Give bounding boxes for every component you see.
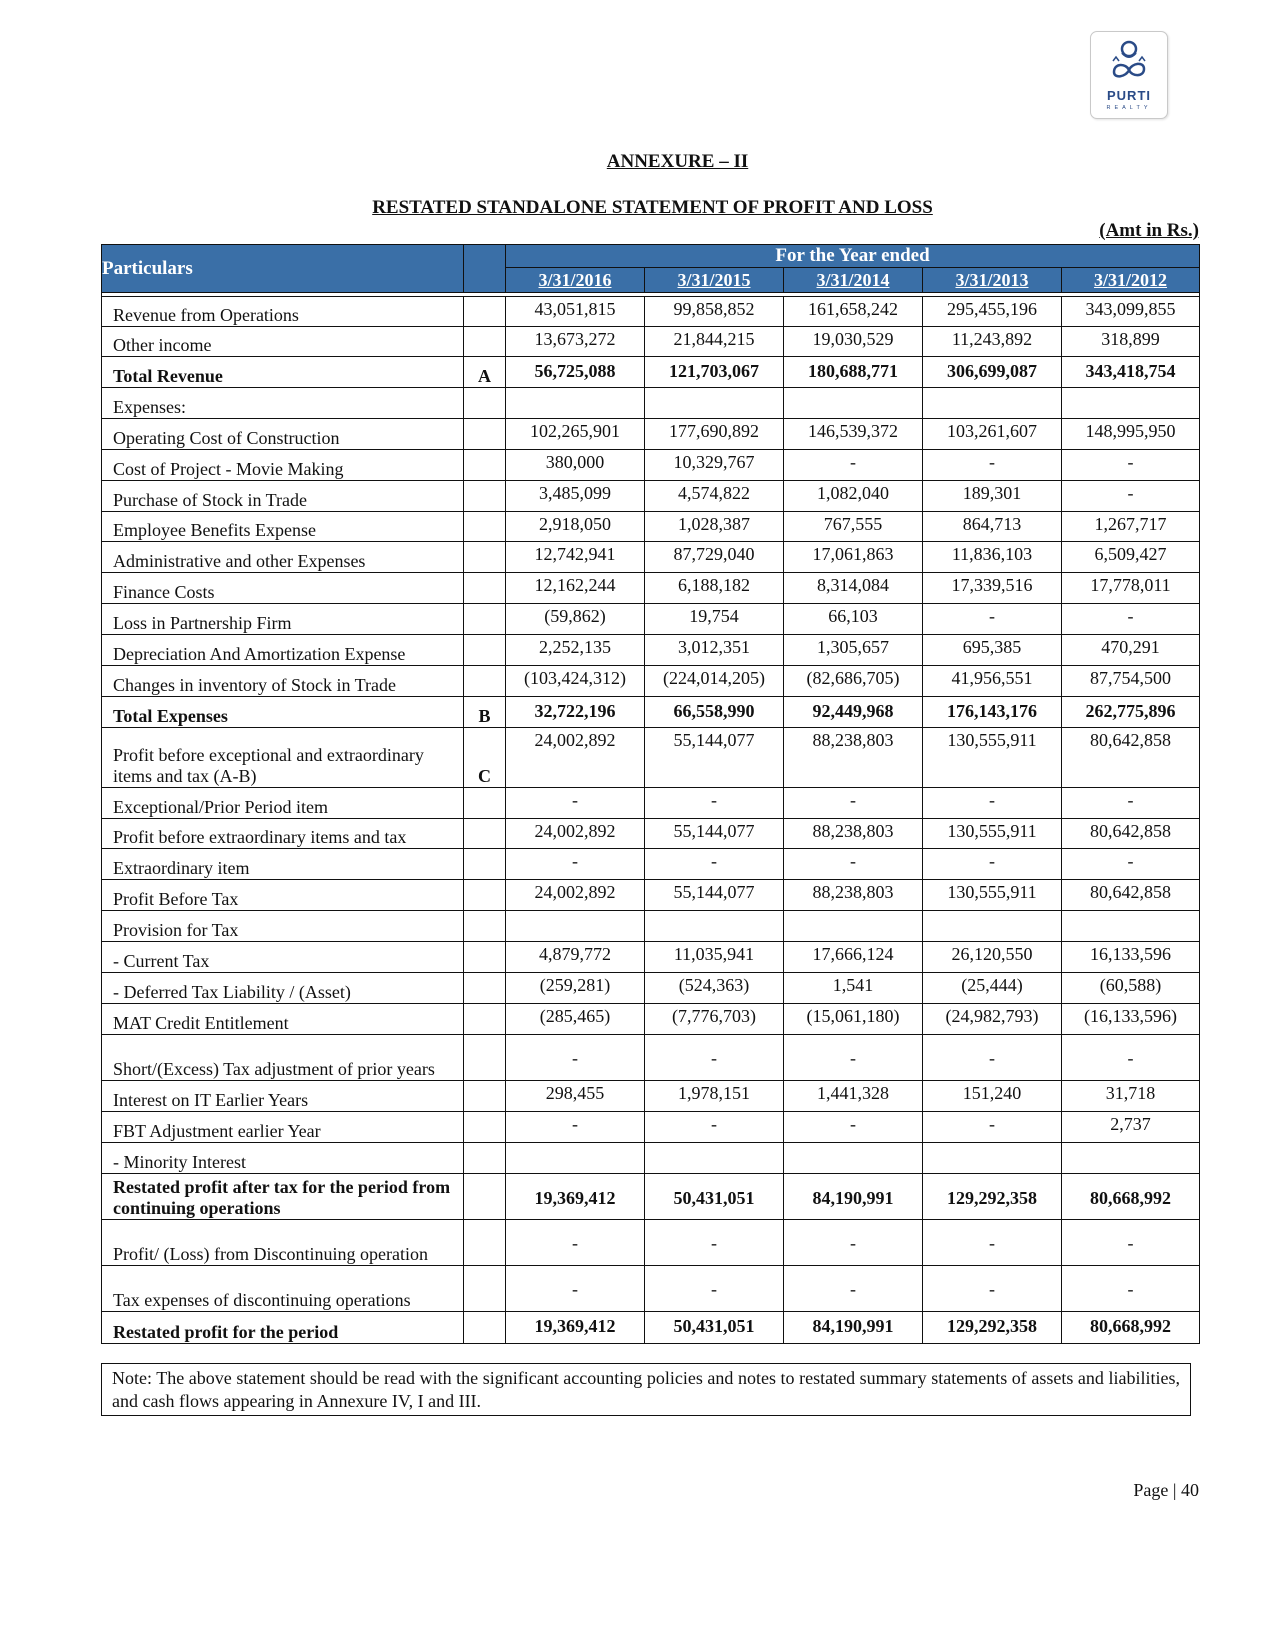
value-cell: 88,238,803 <box>784 819 923 849</box>
value-cell: 55,144,077 <box>645 819 784 849</box>
purti-realty-logo <box>1090 31 1168 119</box>
value-cell: 11,836,103 <box>923 542 1062 573</box>
table-row <box>102 512 1200 542</box>
table-row <box>102 604 1200 635</box>
table-row <box>102 849 1200 880</box>
row-mark: A <box>464 357 506 388</box>
table-row <box>102 666 1200 697</box>
value-cell: (285,465) <box>506 1004 645 1035</box>
row-label: Total Expenses <box>102 697 464 728</box>
value-cell: 66,103 <box>784 604 923 635</box>
value-cell: 2,737 <box>1062 1112 1200 1143</box>
particulars-header: Particulars <box>102 245 464 293</box>
row-mark <box>464 942 506 973</box>
row-label: Employee Benefits Expense <box>102 512 464 542</box>
table-row <box>102 481 1200 512</box>
statement-title: RESTATED STANDALONE STATEMENT OF PROFIT AND LOSS <box>372 197 933 218</box>
value-cell: - <box>1062 481 1200 512</box>
value-cell: 1,267,717 <box>1062 512 1200 542</box>
value-cell: (524,363) <box>645 973 784 1004</box>
year-header: 3/31/2015 <box>645 268 784 293</box>
row-mark <box>464 1035 506 1081</box>
value-cell: - <box>506 1112 645 1143</box>
table-row <box>102 880 1200 911</box>
value-cell: - <box>1062 450 1200 481</box>
value-cell: 4,879,772 <box>506 942 645 973</box>
value-cell: 99,858,852 <box>645 297 784 327</box>
row-mark <box>464 880 506 911</box>
row-mark <box>464 911 506 942</box>
value-cell: 8,314,084 <box>784 573 923 604</box>
value-cell: 84,190,991 <box>784 1174 923 1220</box>
value-cell: 43,051,815 <box>506 297 645 327</box>
row-label: Profit/ (Loss) from Discontinuing operation <box>102 1220 464 1266</box>
row-mark <box>464 327 506 357</box>
table-row <box>102 942 1200 973</box>
value-cell: - <box>784 1112 923 1143</box>
value-cell: 146,539,372 <box>784 419 923 450</box>
value-cell: - <box>1062 1266 1200 1312</box>
value-cell: - <box>506 1035 645 1081</box>
value-cell: 80,668,992 <box>1062 1312 1200 1344</box>
row-mark <box>464 1004 506 1035</box>
value-cell: 19,754 <box>645 604 784 635</box>
row-mark <box>464 1174 506 1220</box>
value-cell: 24,002,892 <box>506 819 645 849</box>
value-cell: 41,956,551 <box>923 666 1062 697</box>
value-cell: 17,339,516 <box>923 573 1062 604</box>
value-cell: 92,449,968 <box>784 697 923 728</box>
row-mark <box>464 604 506 635</box>
row-mark <box>464 635 506 666</box>
value-cell: 161,658,242 <box>784 297 923 327</box>
value-cell: 56,725,088 <box>506 357 645 388</box>
row-mark <box>464 297 506 327</box>
value-cell: 6,188,182 <box>645 573 784 604</box>
value-cell: 189,301 <box>923 481 1062 512</box>
value-cell: - <box>645 1112 784 1143</box>
table-row <box>102 1112 1200 1143</box>
table-row <box>102 1081 1200 1112</box>
value-cell: 50,431,051 <box>645 1174 784 1220</box>
value-cell: (103,424,312) <box>506 666 645 697</box>
table-row <box>102 635 1200 666</box>
value-cell: 24,002,892 <box>506 728 645 788</box>
row-label: - Minority Interest <box>102 1143 464 1174</box>
value-cell <box>645 911 784 942</box>
year-header: 3/31/2016 <box>506 268 645 293</box>
table-row <box>102 1035 1200 1081</box>
row-label: Profit before exceptional and extraordinary items and tax (A-B) <box>102 728 464 788</box>
value-cell: - <box>784 1220 923 1266</box>
value-cell: (82,686,705) <box>784 666 923 697</box>
value-cell: (16,133,596) <box>1062 1004 1200 1035</box>
value-cell: 88,238,803 <box>784 880 923 911</box>
row-label: Expenses: <box>102 388 464 419</box>
value-cell: 17,061,863 <box>784 542 923 573</box>
value-cell: 343,099,855 <box>1062 297 1200 327</box>
table-row <box>102 1312 1200 1344</box>
table-row <box>102 819 1200 849</box>
table-row <box>102 728 1200 788</box>
value-cell: 130,555,911 <box>923 728 1062 788</box>
value-cell: 102,265,901 <box>506 419 645 450</box>
value-cell: (15,061,180) <box>784 1004 923 1035</box>
value-cell: 1,082,040 <box>784 481 923 512</box>
value-cell: - <box>1062 1220 1200 1266</box>
value-cell <box>506 388 645 419</box>
value-cell: 176,143,176 <box>923 697 1062 728</box>
row-label: Cost of Project - Movie Making <box>102 450 464 481</box>
row-label: Provision for Tax <box>102 911 464 942</box>
row-mark <box>464 388 506 419</box>
row-mark <box>464 849 506 880</box>
row-mark <box>464 973 506 1004</box>
value-cell <box>506 1143 645 1174</box>
table-row <box>102 388 1200 419</box>
row-mark <box>464 1312 506 1344</box>
value-cell <box>645 1143 784 1174</box>
row-mark <box>464 1081 506 1112</box>
value-cell: 3,485,099 <box>506 481 645 512</box>
value-cell: 17,778,011 <box>1062 573 1200 604</box>
row-mark <box>464 1112 506 1143</box>
value-cell: (60,588) <box>1062 973 1200 1004</box>
row-mark <box>464 573 506 604</box>
row-label: Profit Before Tax <box>102 880 464 911</box>
value-cell: 11,035,941 <box>645 942 784 973</box>
value-cell: - <box>1062 788 1200 819</box>
value-cell: 32,722,196 <box>506 697 645 728</box>
value-cell <box>784 388 923 419</box>
value-cell: 148,995,950 <box>1062 419 1200 450</box>
value-cell: 16,133,596 <box>1062 942 1200 973</box>
row-label: Changes in inventory of Stock in Trade <box>102 666 464 697</box>
value-cell: - <box>784 788 923 819</box>
table-body <box>102 293 1200 1344</box>
row-mark <box>464 1266 506 1312</box>
value-cell <box>506 911 645 942</box>
value-cell: 262,775,896 <box>1062 697 1200 728</box>
value-cell: 80,642,858 <box>1062 819 1200 849</box>
value-cell: - <box>645 1220 784 1266</box>
value-cell: 380,000 <box>506 450 645 481</box>
value-cell: 103,261,607 <box>923 419 1062 450</box>
value-cell: 180,688,771 <box>784 357 923 388</box>
value-cell: 87,729,040 <box>645 542 784 573</box>
logo-subtitle: REALTY <box>1106 105 1152 111</box>
row-mark <box>464 1143 506 1174</box>
page-number: Page | 40 <box>1133 1480 1199 1500</box>
value-cell <box>923 1143 1062 1174</box>
table-row <box>102 1143 1200 1174</box>
value-cell: 19,030,529 <box>784 327 923 357</box>
value-cell: - <box>645 1266 784 1312</box>
year-header: 3/31/2013 <box>923 268 1062 293</box>
row-label: MAT Credit Entitlement <box>102 1004 464 1035</box>
value-cell: - <box>506 1266 645 1312</box>
value-cell: - <box>1062 849 1200 880</box>
value-cell: 470,291 <box>1062 635 1200 666</box>
value-cell: (25,444) <box>923 973 1062 1004</box>
value-cell: 3,012,351 <box>645 635 784 666</box>
row-label: Profit before extraordinary items and tax <box>102 819 464 849</box>
value-cell: 26,120,550 <box>923 942 1062 973</box>
table-row <box>102 297 1200 327</box>
year-group-header: For the Year ended <box>506 245 1200 268</box>
row-label: Tax expenses of discontinuing operations <box>102 1266 464 1312</box>
value-cell: 295,455,196 <box>923 297 1062 327</box>
value-cell: - <box>645 788 784 819</box>
value-cell: - <box>784 450 923 481</box>
logo-emblem-icon <box>1111 39 1147 85</box>
value-cell: 343,418,754 <box>1062 357 1200 388</box>
row-label: Depreciation And Amortization Expense <box>102 635 464 666</box>
value-cell <box>784 1143 923 1174</box>
row-mark <box>464 788 506 819</box>
value-cell <box>1062 1143 1200 1174</box>
value-cell: - <box>645 849 784 880</box>
value-cell: - <box>923 450 1062 481</box>
row-mark <box>464 419 506 450</box>
table-row <box>102 419 1200 450</box>
table-row <box>102 911 1200 942</box>
value-cell: - <box>784 1035 923 1081</box>
table-row <box>102 1174 1200 1220</box>
row-mark <box>464 481 506 512</box>
value-cell: 10,329,767 <box>645 450 784 481</box>
table-row <box>102 357 1200 388</box>
table-row <box>102 450 1200 481</box>
row-mark <box>464 1220 506 1266</box>
logo-wordmark: PURTI <box>1107 88 1151 103</box>
value-cell: 66,558,990 <box>645 697 784 728</box>
value-cell <box>645 388 784 419</box>
value-cell: 151,240 <box>923 1081 1062 1112</box>
value-cell: 31,718 <box>1062 1081 1200 1112</box>
value-cell: - <box>506 849 645 880</box>
value-cell: - <box>923 849 1062 880</box>
value-cell: 80,642,858 <box>1062 880 1200 911</box>
value-cell: 318,899 <box>1062 327 1200 357</box>
value-cell: 1,541 <box>784 973 923 1004</box>
value-cell: - <box>645 1035 784 1081</box>
value-cell: 50,431,051 <box>645 1312 784 1344</box>
value-cell <box>1062 388 1200 419</box>
value-cell: 80,642,858 <box>1062 728 1200 788</box>
value-cell: 55,144,077 <box>645 880 784 911</box>
value-cell: 129,292,358 <box>923 1174 1062 1220</box>
value-cell: - <box>923 604 1062 635</box>
value-cell: 4,574,822 <box>645 481 784 512</box>
row-mark <box>464 666 506 697</box>
value-cell: - <box>506 788 645 819</box>
value-cell: 87,754,500 <box>1062 666 1200 697</box>
value-cell: 2,252,135 <box>506 635 645 666</box>
value-cell: (59,862) <box>506 604 645 635</box>
value-cell: - <box>784 1266 923 1312</box>
row-mark <box>464 819 506 849</box>
value-cell: (24,982,793) <box>923 1004 1062 1035</box>
value-cell: 6,509,427 <box>1062 542 1200 573</box>
value-cell: 1,978,151 <box>645 1081 784 1112</box>
annexure-title: ANNEXURE – II <box>606 151 749 172</box>
value-cell: 130,555,911 <box>923 819 1062 849</box>
row-label: - Current Tax <box>102 942 464 973</box>
value-cell: 695,385 <box>923 635 1062 666</box>
row-label: - Deferred Tax Liability / (Asset) <box>102 973 464 1004</box>
value-cell <box>784 911 923 942</box>
value-cell: 1,305,657 <box>784 635 923 666</box>
value-cell: 298,455 <box>506 1081 645 1112</box>
value-cell: 1,441,328 <box>784 1081 923 1112</box>
value-cell: 121,703,067 <box>645 357 784 388</box>
value-cell: 306,699,087 <box>923 357 1062 388</box>
value-cell: - <box>1062 1035 1200 1081</box>
value-cell: 88,238,803 <box>784 728 923 788</box>
value-cell: 13,673,272 <box>506 327 645 357</box>
value-cell: - <box>923 788 1062 819</box>
row-label: Loss in Partnership Firm <box>102 604 464 635</box>
value-cell: 12,742,941 <box>506 542 645 573</box>
value-cell: 80,668,992 <box>1062 1174 1200 1220</box>
row-label: Exceptional/Prior Period item <box>102 788 464 819</box>
row-label: Total Revenue <box>102 357 464 388</box>
value-cell: - <box>1062 604 1200 635</box>
table-row <box>102 973 1200 1004</box>
row-mark: B <box>464 697 506 728</box>
value-cell: - <box>923 1266 1062 1312</box>
value-cell: - <box>923 1112 1062 1143</box>
value-cell: (259,281) <box>506 973 645 1004</box>
row-label: Extraordinary item <box>102 849 464 880</box>
value-cell: 129,292,358 <box>923 1312 1062 1344</box>
value-cell: 11,243,892 <box>923 327 1062 357</box>
table-row <box>102 573 1200 604</box>
table-row <box>102 788 1200 819</box>
value-cell: 2,918,050 <box>506 512 645 542</box>
row-label: Interest on IT Earlier Years <box>102 1081 464 1112</box>
year-header: 3/31/2012 <box>1062 268 1200 293</box>
value-cell <box>1062 911 1200 942</box>
value-cell: - <box>506 1220 645 1266</box>
value-cell: 17,666,124 <box>784 942 923 973</box>
row-label: Administrative and other Expenses <box>102 542 464 573</box>
note-box: Note: The above statement should be read with the significant accounting policies and notes to restated summary statements of assets and liabilities, and cash flows appearing in Annexure IV, I and III. <box>101 1363 1191 1416</box>
value-cell: 84,190,991 <box>784 1312 923 1344</box>
row-label: Operating Cost of Construction <box>102 419 464 450</box>
value-cell: 24,002,892 <box>506 880 645 911</box>
row-label: Finance Costs <box>102 573 464 604</box>
row-label: Restated profit for the period <box>102 1312 464 1344</box>
row-label: Restated profit after tax for the period from continuing operations <box>102 1174 464 1220</box>
value-cell: 864,713 <box>923 512 1062 542</box>
table-row <box>102 1220 1200 1266</box>
value-cell: 19,369,412 <box>506 1174 645 1220</box>
value-cell: 130,555,911 <box>923 880 1062 911</box>
value-cell: 12,162,244 <box>506 573 645 604</box>
value-cell <box>923 911 1062 942</box>
row-mark <box>464 450 506 481</box>
value-cell <box>923 388 1062 419</box>
value-cell: 1,028,387 <box>645 512 784 542</box>
table-row <box>102 697 1200 728</box>
row-label: FBT Adjustment earlier Year <box>102 1112 464 1143</box>
value-cell: (224,014,205) <box>645 666 784 697</box>
table-row <box>102 1004 1200 1035</box>
value-cell: 177,690,892 <box>645 419 784 450</box>
row-mark <box>464 512 506 542</box>
amount-unit: (Amt in Rs.) <box>1099 220 1199 241</box>
row-mark: C <box>464 728 506 788</box>
value-cell: (7,776,703) <box>645 1004 784 1035</box>
value-cell: - <box>784 849 923 880</box>
year-header: 3/31/2014 <box>784 268 923 293</box>
table-row <box>102 1266 1200 1312</box>
value-cell: - <box>923 1035 1062 1081</box>
row-label: Short/(Excess) Tax adjustment of prior years <box>102 1035 464 1081</box>
profit-loss-table <box>101 244 1200 1344</box>
table-row <box>102 542 1200 573</box>
value-cell: 21,844,215 <box>645 327 784 357</box>
row-label: Revenue from Operations <box>102 297 464 327</box>
mark-header <box>464 245 506 293</box>
value-cell: - <box>923 1220 1062 1266</box>
value-cell: 767,555 <box>784 512 923 542</box>
table-row <box>102 327 1200 357</box>
row-label: Other income <box>102 327 464 357</box>
row-mark <box>464 542 506 573</box>
row-label: Purchase of Stock in Trade <box>102 481 464 512</box>
value-cell: 19,369,412 <box>506 1312 645 1344</box>
value-cell: 55,144,077 <box>645 728 784 788</box>
